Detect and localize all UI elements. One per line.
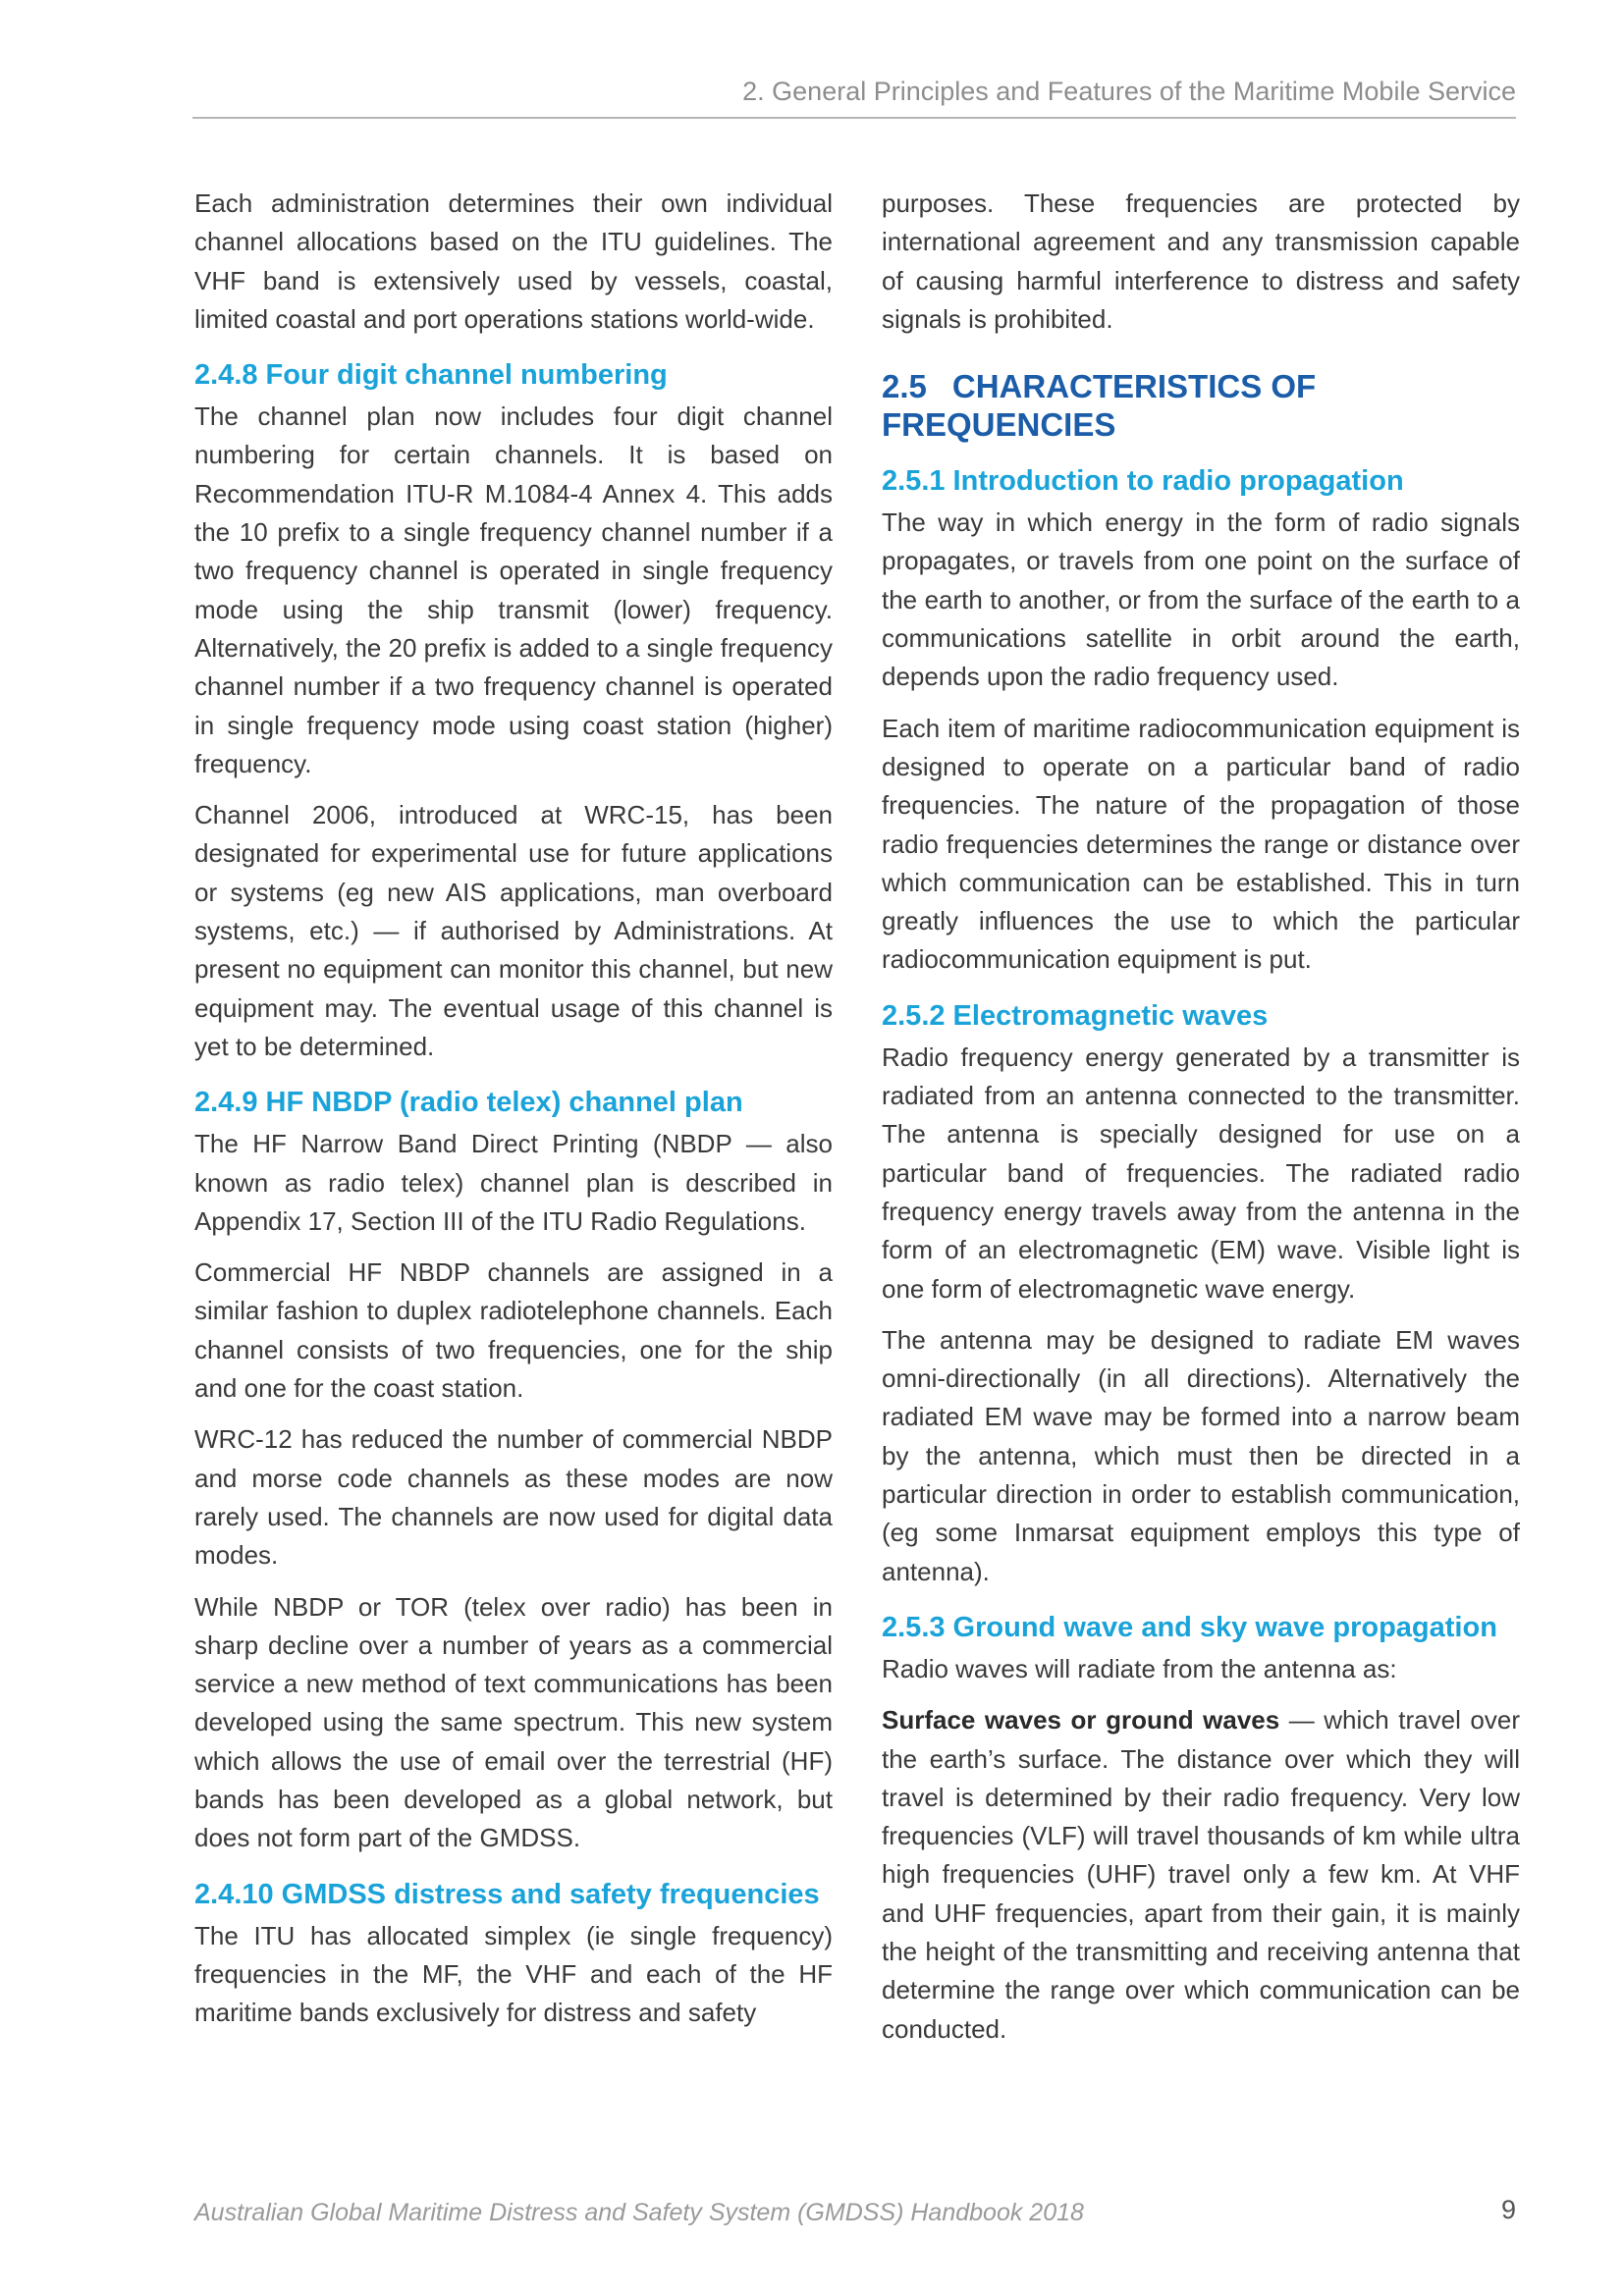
paragraph-2-5-2-2: The antenna may be designed to radiate EM waves omni-directionally (in all directions). Alternatively the radiated EM wave may be formed into a narrow beam by the antenna, which must then be directed in a particular direction in order to establish communication, (eg some Inmarsat equipment employs this type of antenna). [882, 1324, 1520, 1586]
paragraph-2-5-1-1: The way in which energy in the form of radio signals propagates, or travels from one point on the surface of the earth to another, or from the surface of the earth to a communications satellite in orbit around the earth, depends upon the radio frequency used. [882, 507, 1520, 692]
left-column [194, 185, 833, 2045]
paragraph-intro: Each administration determines their own individual channel allocations based on the ITU guidelines. The VHF band is extensively used by vessels, coastal, limited coastal and port operations stations world-wide. [194, 188, 833, 334]
paragraph-2-4-9-2: Commercial HF NBDP channels are assigned in a similar fashion to duplex radiotelephone channels. Each channel consists of two frequencies, one for the ship and one for the coast station. [194, 1257, 833, 1404]
heading-2-5-text: CHARACTERISTICS OF FREQUENCIES [882, 368, 1317, 444]
heading-2-5-number: 2.5 [882, 368, 927, 405]
heading-2-4-9: 2.4.9 HF NBDP (radio telex) channel plan [194, 1087, 743, 1119]
surface-waves-term: Surface waves or ground waves [882, 1705, 1280, 1735]
heading-2-5-1: 2.5.1 Introduction to radio propagation [882, 465, 1404, 498]
paragraph-2-4-9-4: While NBDP or TOR (telex over radio) has been in sharp decline over a number of years as a commercial service a new method of text communications has been developed using the same spectrum. This new system which allows the use of email over the terrestrial (HF) bands has been developed as a global network, but does not form part of the GMDSS. [194, 1591, 833, 1853]
paragraph-2-4-9-3: WRC-12 has reduced the number of commercial NBDP and morse code channels as these modes are now rarely used. The channels are now used for digital data modes. [194, 1424, 833, 1571]
paragraph-2-4-8-1: The channel plan now includes four digit channel numbering for certain channels. It is based on Recommendation ITU-R M.1084-4 Annex 4. This adds the 10 prefix to a single frequency channel number if a two frequency channel is operated in single frequency mode using the ship transmit (lower) frequency. Alternatively, the 20 prefix is added to a single frequency channel number if a two frequency channel is operated in single frequency mode using coast station (higher) frequency. [194, 401, 833, 778]
right-column [882, 185, 1520, 2061]
footer-handbook-title: Australian Global Maritime Distress and Safety System (GMDSS) Handbook 2018 [194, 2199, 1084, 2226]
running-header: 2. General Principles and Features of the Maritime Mobile Service [742, 77, 1516, 106]
paragraph-2-5-3-2 [882, 1701, 1520, 2049]
header-rule [192, 117, 1516, 119]
paragraph-2-4-8-2: Channel 2006, introduced at WRC-15, has been designated for experimental use for future applications or systems (eg new AIS applications, man overboard systems, etc.) — if authorised by Administrations. At present no equipment can monitor this channel, but new equipment may. The eventual usage of this channel is yet to be determined. [194, 800, 833, 1061]
heading-2-5 [882, 367, 1520, 444]
heading-2-5-2: 2.5.2 Electromagnetic waves [882, 999, 1269, 1032]
paragraph-2-4-10-1: The ITU has allocated simplex (ie single frequency) frequencies in the MF, the VHF and each of the HF maritime bands exclusively for distress and safety [194, 1920, 833, 2028]
paragraph-2-5-1-2: Each item of maritime radiocommunication equipment is designed to operate on a particular band of radio frequencies. The nature of the propagation of those radio frequencies determines the range or distance over which communication can be established. This in turn greatly influences the use to which the particular radiocommunication equipment is put. [882, 713, 1520, 975]
paragraph-2-5-3-1: Radio waves will radiate from the antenna as: [882, 1653, 1397, 1683]
heading-2-5-3: 2.5.3 Ground wave and sky wave propagation [882, 1611, 1497, 1643]
paragraph-continued: purposes. These frequencies are protected by international agreement and any transmission capable of causing harmful interference to distress and safety signals is prohibited. [882, 188, 1520, 334]
heading-2-4-8: 2.4.8 Four digit channel numbering [194, 359, 668, 392]
heading-2-4-10: 2.4.10 GMDSS distress and safety frequencies [194, 1878, 820, 1910]
paragraph-2-5-2-1: Radio frequency energy generated by a transmitter is radiated from an antenna connected to the transmitter. The antenna is specially designed for use on a particular band of frequencies. The radiated radio frequency energy travels away from the antenna in the form of an electromagnetic (EM) wave. Visible light is one form of electromagnetic wave energy. [882, 1041, 1520, 1304]
surface-waves-description: — which travel over the earth’s surface. The distance over which they will travel is determined by their radio frequency. Very low frequencies (VLF) will travel thousands of km while ultra high frequencies (UHF) travel only a few km. At VHF and UHF frequencies, apart from their gain, it is mainly the height of the transmitting and receiving antenna that determine the range over which communication can be conducted. [882, 1705, 1520, 2044]
paragraph-2-4-9-1: The HF Narrow Band Direct Printing (NBDP — also known as radio telex) channel plan is described in Appendix 17, Section III of the ITU Radio Regulations. [194, 1129, 833, 1236]
page-number: 9 [1500, 2195, 1516, 2224]
